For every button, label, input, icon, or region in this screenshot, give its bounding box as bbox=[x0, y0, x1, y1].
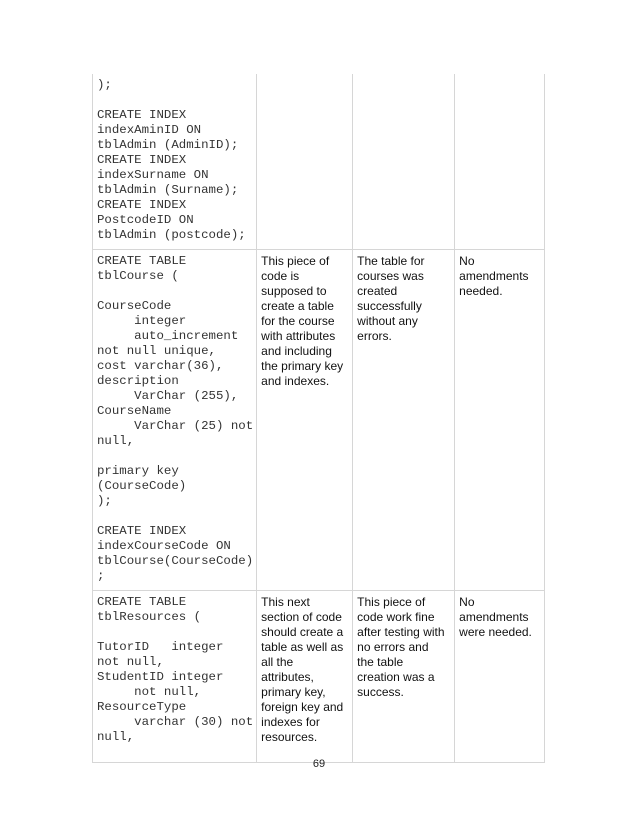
amendments-cell bbox=[455, 591, 545, 763]
code-cell bbox=[93, 250, 257, 591]
purpose-text: This piece of code is supposed to create a table for the course with attributes and including the primary key and indexes. bbox=[261, 254, 344, 388]
purpose-cell bbox=[257, 74, 353, 250]
amendments-text: No amendments needed. bbox=[459, 254, 529, 298]
result-text: The table for courses was created successfully without any errors. bbox=[357, 254, 425, 343]
code-text: ); CREATE INDEX indexAminID ON tblAdmin (AdminID); CREATE INDEX indexSurname ON tblAdmin (Surname); CREATE INDEX PostcodeID ON tblAdmin (postcode); bbox=[97, 78, 246, 242]
result-text: This piece of code work fine after testing with no errors and the table creation was a success. bbox=[357, 595, 445, 699]
amendments-cell bbox=[455, 250, 545, 591]
result-cell bbox=[353, 250, 455, 591]
result-cell bbox=[353, 74, 455, 250]
code-text: CREATE TABLE tblResources ( TutorID integer not null, StudentID integer not null, ResourceType varchar (30) not null, bbox=[97, 595, 254, 744]
result-cell bbox=[353, 591, 455, 763]
amendments-cell bbox=[455, 74, 545, 250]
table-row bbox=[93, 74, 545, 250]
amendments-text: No amendments were needed. bbox=[459, 595, 532, 639]
purpose-cell bbox=[257, 591, 353, 763]
table-row bbox=[93, 250, 545, 591]
table-row bbox=[93, 591, 545, 763]
page-number: 69 bbox=[312, 758, 326, 770]
code-text: CREATE TABLE tblCourse ( CourseCode integer auto_increment not null unique, cost varchar(36), description VarChar (255), CourseName VarChar (25) not null, primary key (CourseCode) ); CREATE INDEX indexCourseCode ON tblCourse(CourseCode) ; bbox=[97, 254, 254, 583]
code-cell bbox=[93, 74, 257, 250]
test-plan-table bbox=[92, 74, 545, 763]
purpose-text: This next section of code should create a table as well as all the attributes, primary key, foreign key and indexes for resources. bbox=[261, 595, 344, 744]
purpose-cell bbox=[257, 250, 353, 591]
code-cell bbox=[93, 591, 257, 763]
